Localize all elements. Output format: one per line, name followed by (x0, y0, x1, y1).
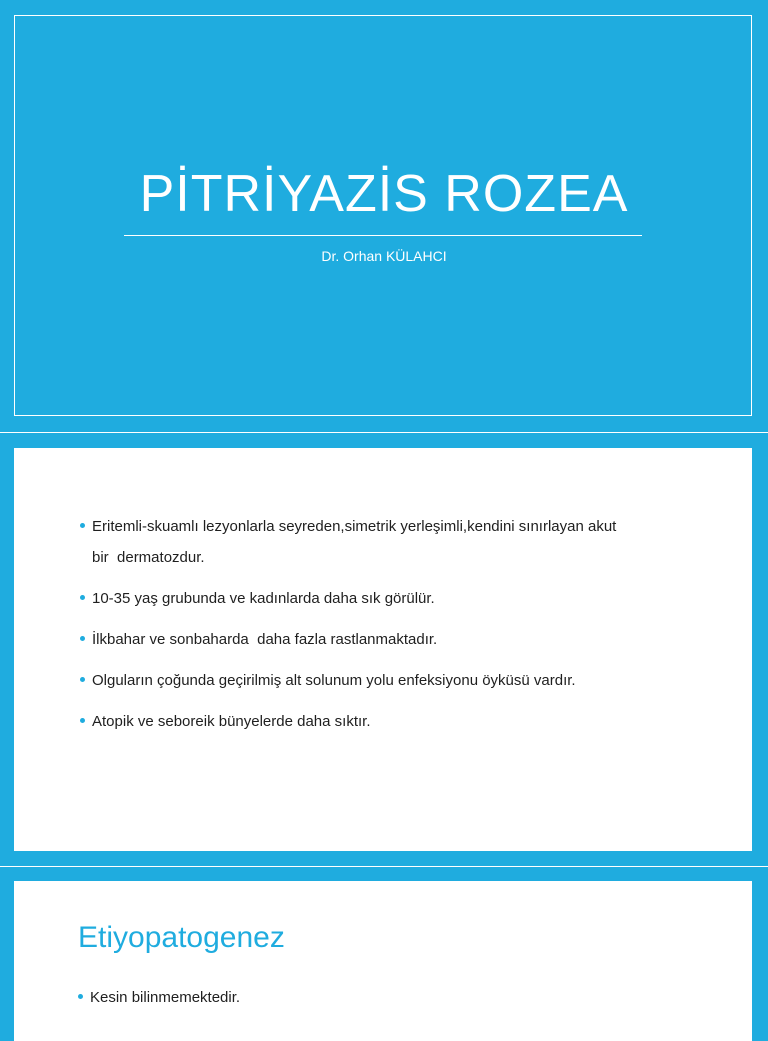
bullet-text: Olguların çoğunda geçirilmiş alt solunum yolu enfeksiyonu öyküsü vardır. (92, 672, 576, 689)
title-underline (124, 235, 642, 236)
slide-title: PİTRİYAZİS ROZEA (139, 165, 629, 223)
bullet-text: Kesin bilinmemektedir. (90, 989, 241, 1006)
bullet-item (78, 989, 692, 1006)
bullet-item (80, 631, 692, 648)
bullet-text: Eritemli-skuamlı lezyonlarla seyreden,simetrik yerleşimli,kendini sınırlayan akut (92, 518, 617, 535)
bullet-text: İlkbahar ve sonbaharda daha fazla rastlanmaktadır. (92, 631, 438, 648)
section-heading: Etiyopatogenez (78, 921, 285, 954)
bullet-item (80, 590, 692, 607)
bullet-item (80, 518, 692, 535)
bullet-text: bir dermatozdur. (92, 549, 205, 566)
bullet-dot-icon (80, 677, 85, 682)
bullet-dot-icon (80, 636, 85, 641)
bullet-dot-icon (80, 595, 85, 600)
bullet-dot-icon (80, 523, 85, 528)
bullet-dot-icon (78, 994, 83, 999)
bullet-list (80, 518, 692, 730)
bullet-item (80, 713, 692, 730)
bullet-text: 10-35 yaş grubunda ve kadınlarda daha sık görülür. (92, 590, 435, 607)
bullet-dot-icon (80, 718, 85, 723)
bullet-item (80, 672, 692, 689)
bullet-continuation (80, 549, 692, 566)
content-slide (14, 448, 752, 851)
bullet-text: Atopik ve seboreik bünyelerde daha sıktır. (92, 713, 371, 730)
bullet-list (78, 989, 692, 1006)
slide-divider (0, 432, 768, 433)
slide-divider (0, 866, 768, 867)
content-slide (14, 881, 752, 1041)
slide-subtitle: Dr. Orhan KÜLAHCI (321, 248, 447, 264)
